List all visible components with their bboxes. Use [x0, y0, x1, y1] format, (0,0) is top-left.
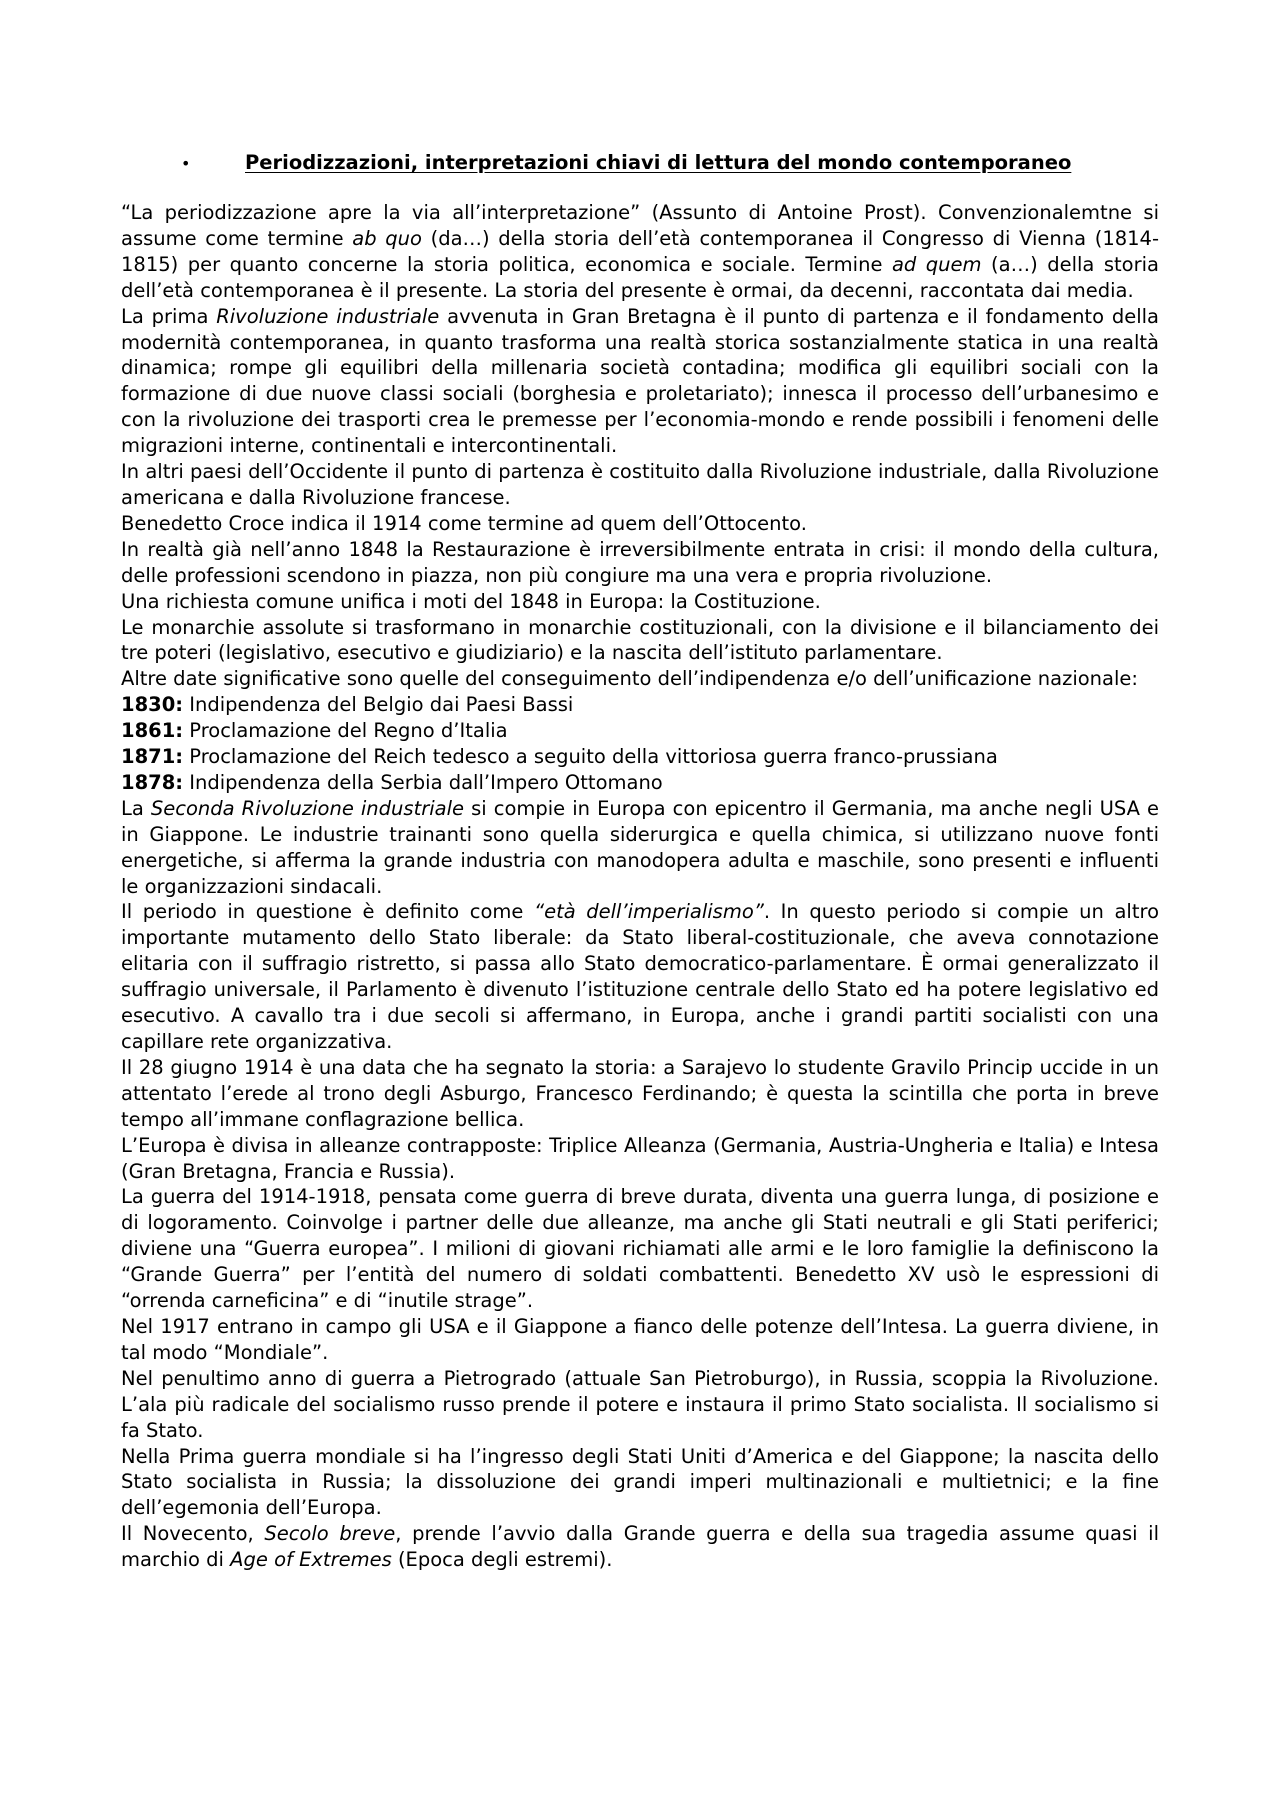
text-run: La prima — [121, 304, 217, 328]
emphasis-text: Rivoluzione industriale — [216, 304, 440, 328]
paragraph — [121, 1366, 1159, 1444]
text-run: In altri paesi dell’Occidente il punto di partenza è costituito dalla Rivoluzione industriale, dalla Rivoluzione americana e dalla Rivoluzione francese. — [121, 460, 1159, 509]
text-run: Indipendenza della Serbia dall’Impero Ottomano — [183, 770, 663, 794]
text-run: si compie in Europa con epicentro il Germania, ma anche negli USA e in Giappone. Le industrie trainanti sono quella siderurgica e quella chimica, si utilizzano nuove fonti energetiche, si afferma la grande industria con manodopera adulta e maschile, sono presenti e influenti le organizzazioni sindacali. — [121, 796, 1159, 898]
emphasis-text: Secolo breve — [264, 1522, 396, 1546]
date-label: 1878: — [121, 770, 184, 794]
paragraph — [121, 459, 1159, 511]
paragraph — [121, 1314, 1159, 1366]
text-run: (da…) della storia dell’età contemporanea il Congresso di Vienna (1814-1815) per quanto concerne la storia politica, economica e sociale. Termine — [121, 226, 1159, 276]
text-run: . In questo periodo si compie un altro importante mutamento dello Stato liberale: da Stato liberal-costituzionale, che aveva connotazione elitaria con il suffragio ristretto, si passa allo Stato democratico-parlamentare. È ormai generalizzato il suffragio universale, il Parlamento è divenuto l’istituzione centrale dello Stato ed ha potere legislativo ed esecutivo. A cavallo tra i due secoli si affermano, in Europa, anche i grandi partiti socialisti con una capillare rete organizzativa. — [121, 900, 1160, 1053]
paragraph — [121, 770, 1159, 796]
text-run: Nel 1917 entrano in campo gli USA e il Giappone a fianco delle potenze dell’Intesa. La guerra diviene, in tal modo “Mondiale”. — [121, 1314, 1159, 1364]
text-run: Nella Prima guerra mondiale si ha l’ingresso degli Stati Uniti d’America e del Giappone; la nascita dello Stato socialista in Russia; la dissoluzione dei grandi imperi multinazionali e multietnici; e la fine dell’egemonia dell’Europa. — [121, 1444, 1159, 1520]
paragraph — [121, 1521, 1159, 1573]
text-run: In realtà già nell’anno 1848 la Restaurazione è irreversibilmente entrata in crisi: il mondo della cultura, delle professioni scendono in piazza, non più congiure ma una vera e propria rivoluzione. — [121, 537, 1159, 587]
text-run: Il Novecento, — [121, 1522, 265, 1546]
paragraph — [121, 511, 1159, 537]
emphasis-text: ab quo — [352, 226, 422, 250]
paragraph — [121, 692, 1159, 718]
text-run: (a…) della storia dell’età contemporanea è il presente. La storia del presente è ormai, da decenni, raccontata dai media. — [121, 252, 1159, 302]
paragraph — [121, 899, 1159, 1054]
text-run: Le monarchie assolute si trasformano in monarchie costituzionali, con la divisione e il bilanciamento dei tre poteri (legislativo, esecutivo e giudiziario) e la nascita dell’istituto parlamentare. — [121, 615, 1159, 665]
section-title: Periodizzazioni, interpretazioni chiavi di lettura del mondo contemporaneo — [245, 151, 1072, 174]
paragraph — [121, 200, 1159, 304]
text-run: , prende l’avvio dalla Grande guerra e della sua tragedia assume quasi il marchio di — [121, 1522, 1159, 1572]
text-run: (Epoca degli estremi). — [391, 1548, 613, 1572]
text-run: Una richiesta comune unifica i moti del 1848 in Europa: la Costituzione. — [121, 589, 821, 613]
paragraph — [121, 666, 1159, 692]
section-heading — [121, 150, 1159, 177]
paragraph — [121, 796, 1159, 900]
paragraph — [121, 537, 1159, 589]
text-run: L’Europa è divisa in alleanze contrapposte: Triplice Alleanza (Germania, Austria-Ungheria e Italia) e Intesa (Gran Bretagna, Francia e Russia). — [121, 1133, 1159, 1183]
paragraph — [121, 1055, 1159, 1133]
text-run: Il periodo in questione è definito come — [121, 900, 534, 924]
emphasis-text: Seconda Rivoluzione industriale — [150, 796, 465, 820]
document-page — [121, 150, 1159, 1573]
date-label: 1861: — [121, 719, 184, 743]
text-run: avvenuta in Gran Bretagna è il punto di partenza e il fondamento della modernità contemporanea, in quanto trasforma una realtà storica sostanzialmente statica in una realtà dinamica; rompe gli equilibri della millenaria società contadina; modifica gli equilibri sociali con la formazione di due nuove classi sociali (borghesia e proletariato); innesca il processo dell’urbanesimo e con la rivoluzione dei trasporti crea le premesse per l’economia-mondo e rende possibili i fenomeni delle migrazioni interne, continentali e intercontinentali. — [121, 304, 1159, 458]
bullet-icon: • — [181, 154, 191, 173]
text-run: Il 28 giugno 1914 è una data che ha segnato la storia: a Sarajevo lo studente Gravilo Princip uccide in un attentato l’erede al trono degli Asburgo, Francesco Ferdinando; è questa la scintilla che porta in breve tempo all’immane conflagrazione bellica. — [121, 1055, 1159, 1131]
paragraph — [121, 304, 1159, 459]
text-run: Benedetto Croce indica il 1914 come termine ad quem dell’Ottocento. — [121, 511, 807, 535]
paragraph — [121, 744, 1159, 770]
emphasis-text: “età dell’imperialismo” — [533, 900, 764, 924]
paragraph — [121, 1133, 1159, 1185]
text-run: Proclamazione del Reich tedesco a seguito della vittoriosa guerra franco-prussiana — [183, 745, 998, 769]
paragraph — [121, 718, 1159, 744]
text-run: La — [121, 796, 151, 820]
text-run: Indipendenza del Belgio dai Paesi Bassi — [183, 693, 574, 717]
body-text — [121, 200, 1159, 1573]
paragraph — [121, 1184, 1159, 1314]
paragraph — [121, 1444, 1159, 1522]
date-label: 1871: — [121, 745, 184, 769]
date-label: 1830: — [121, 693, 184, 717]
text-run: “La periodizzazione apre la via all’interpretazione” (Assunto di Antoine Prost). Convenzionalemtne si assume come termine — [121, 201, 1159, 250]
text-run: La guerra del 1914-1918, pensata come guerra di breve durata, diventa una guerra lunga, di posizione e di logoramento. Coinvolge i partner delle due alleanze, ma anche gli Stati neutrali e gli Stati periferici; diviene una “Guerra europea”. I milioni di giovani richiamati alle armi e le loro famiglie la definiscono la “Grande Guerra” per l’entità del numero di soldati combattenti. Benedetto XV usò le espressioni di “orrenda carneficina” e di “inutile strage”. — [121, 1185, 1159, 1313]
text-run: Proclamazione del Regno d’Italia — [183, 719, 508, 743]
text-run: Altre date significative sono quelle del conseguimento dell’indipendenza e/o dell’unificazione nazionale: — [121, 667, 1138, 691]
text-run: Nel penultimo anno di guerra a Pietrogrado (attuale San Pietroburgo), in Russia, scoppia la Rivoluzione. L’ala più radicale del socialismo russo prende il potere e instaura il primo Stato socialista. Il socialismo si fa Stato. — [121, 1366, 1159, 1442]
emphasis-text: Age of Extremes — [230, 1548, 392, 1572]
emphasis-text: ad quem — [891, 252, 982, 276]
paragraph — [121, 589, 1159, 615]
paragraph — [121, 615, 1159, 667]
